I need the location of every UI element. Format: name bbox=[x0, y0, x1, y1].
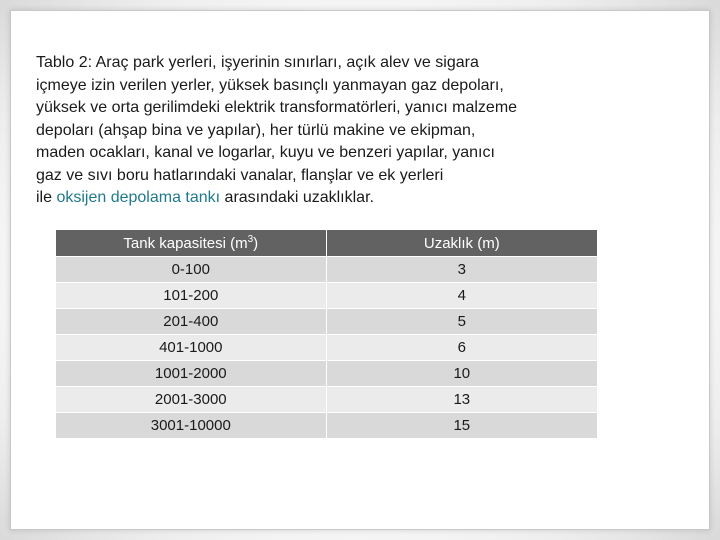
table-row bbox=[56, 335, 598, 361]
table-row bbox=[56, 257, 598, 283]
distance-table bbox=[55, 229, 598, 439]
table-row bbox=[56, 309, 598, 335]
header-unit-superscript: 3 bbox=[247, 234, 254, 245]
table-header-row bbox=[56, 230, 598, 257]
capacity-cell: 101-200 bbox=[56, 283, 327, 309]
capacity-cell: 401-1000 bbox=[56, 335, 327, 361]
capacity-cell: 3001-10000 bbox=[56, 413, 327, 439]
caption-text: Tablo 2: Araç park yerleri, işyerinin sınırları, açık alev ve sigara içmeye izin verilen yerler, yüksek basınçlı yanmayan gaz depoları, yüksek ve orta gerilimdeki elektrik transformatörleri, yanıcı malzeme depoları (ahşap bina ve yapılar), her türlü makine ve ekipman, maden ocakları, kanal ve logarlar, kuyu ve benzeri yapılar, yanıcı gaz ve sıvı boru hatlarındaki vanalar, flanşlar ve ek yerleri ile bbox=[36, 54, 518, 206]
header-tank-capacity-label: Tank kapasitesi (m bbox=[123, 235, 248, 252]
capacity-cell: 0-100 bbox=[56, 257, 327, 283]
table-row bbox=[56, 283, 598, 309]
capacity-cell: 201-400 bbox=[56, 309, 327, 335]
distance-cell: 10 bbox=[326, 361, 597, 387]
capacity-cell: 2001-3000 bbox=[56, 387, 327, 413]
table-row bbox=[56, 361, 598, 387]
table-row bbox=[56, 413, 598, 439]
header-tank-capacity bbox=[56, 230, 327, 257]
caption-highlight: oksijen depolama tankı bbox=[56, 189, 221, 206]
capacity-cell: 1001-2000 bbox=[56, 361, 327, 387]
header-tank-capacity-end: ) bbox=[253, 235, 259, 252]
distance-cell: 4 bbox=[326, 283, 597, 309]
distance-cell: 3 bbox=[326, 257, 597, 283]
distance-cell: 5 bbox=[326, 309, 597, 335]
distance-cell: 15 bbox=[326, 413, 597, 439]
table-row bbox=[56, 387, 598, 413]
distance-cell: 6 bbox=[326, 335, 597, 361]
caption-text-end: arasındaki uzaklıklar. bbox=[220, 189, 374, 206]
table-caption bbox=[36, 52, 596, 210]
distance-cell: 13 bbox=[326, 387, 597, 413]
header-distance: Uzaklık (m) bbox=[326, 230, 597, 257]
